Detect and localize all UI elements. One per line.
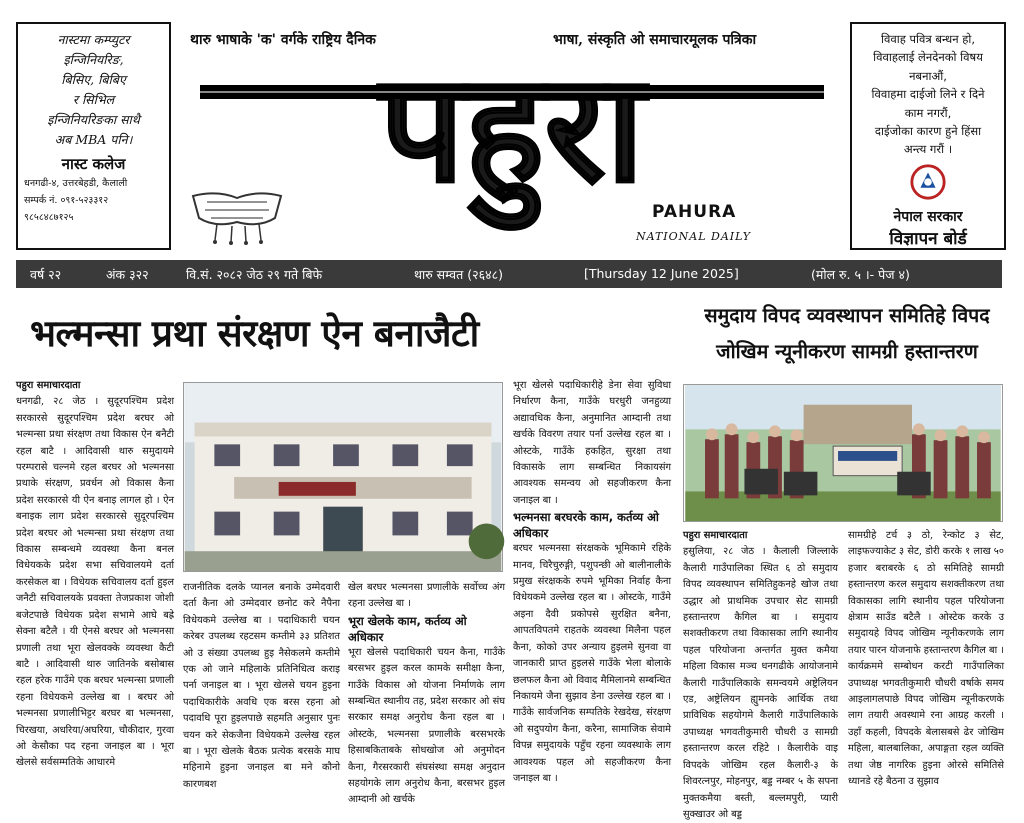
ad-line: दाईजोका कारण हुने हिंसा <box>874 123 982 138</box>
masthead-subtitle: NATIONAL DAILY <box>636 230 752 243</box>
price: (मोल रु. ५ ।- पेज ४) <box>811 267 910 282</box>
story-text: धनगढी, २८ जेठ । सुदूरपश्चिम प्रदेश सरकारसे सुदूरपश्चिम प्रदेश बरघर ओ भल्मन्सा प्रथा संरक्षण तथा विकास ऐन बनैटी रहल बाटै । आदिवासी थारु समुदायमे परम्परासे चल्नमे रहल बरघर ओ भल्मनसा प्रथाके संरक्षण, प्रवर्धन ओ विकास कैना प्रदेश सरकारसे यी ऐन बनाइ लागल हो । ऐन बनाइक लाग प्रदेश सरकारसे सुदूरपश्चिम प्रदेश बरघर ओ भल्मन्सा प्रथा संरक्षण तथा विकास सम्बन्धमे व्यवस्था कैना बनल विधेयकके प्रदेश सभा सचिवालयमे दर्ता करसेकल बा । विधेयक सचिवालय दर्ता हुइल जनैटी सचिवालयके प्रवक्ता तेजप्रकाश जोशी बजेटपाछे विधेयक प्रदेश सभामे आघे बह्रे सेक्ना बटैलै । यी ऐनसे बरघर ओ भल्मनसा प्रणाली तथा भूरा खेलवक्के व्यवस्था कैटी बाटै । आदिवासी थारु जातिनके बसोबास रहल हरेक गाउँमे एक बरघर भल्मन्सा प्रणाली रहना विधेयकमे उल्लेख बा । बरघर ओ भल्मनसा प्रणालीभिट्टर बरघर बा भल्मनसा, चिरखया, अधरिया/अघरिया, चौकीदार, गुरवा ओ केसौका पद रहना जनाइल बा । भूरा खेलसे सर्वसम्मतिके आधारमे <box>16 396 174 769</box>
ad-line: विवाहलाई लेनदेनको विषय <box>873 50 983 65</box>
college-address: धनगढी-४, उत्तरबेहडी, कैलाली <box>24 178 128 189</box>
ad-line: र सिभिल <box>72 92 115 107</box>
right-ad-box <box>850 22 1006 250</box>
ad-line: विवाह पवित्र बन्धन हो, <box>880 32 976 46</box>
masthead-title: पहुरा <box>379 42 645 216</box>
tagline-left: थारु भाषाके 'क' वर्गके राष्ट्रिय दैनिक <box>190 32 376 48</box>
story1-column-1 <box>16 378 174 802</box>
nepali-date: वि.सं. २०८२ जेठ २९ गते बिफे <box>186 267 323 282</box>
ad-line: इन्जिनियरिङका साथै <box>47 112 140 127</box>
tharu-motif-icon <box>187 188 287 246</box>
story1-column-4 <box>513 378 671 802</box>
government-building-photo <box>183 382 503 572</box>
ad-line: नास्टमा कम्प्युटर <box>57 32 130 47</box>
story-text: भूरा खेलसे पदाधिकारीहे डेना सेवा सुविधा निर्धारण कैना, गाउँके घरधुरी जनहुव्या अद्यावधिक कैना, अनुमानित आम्दानी तथा खर्चके विवरण तयार पर्ना उल्लेख रहल बा । ओस्टके, गाउँके हकहित, सुरक्षा तथा विकासके लाग सम्बन्धित निकायसंग आवश्यक समन्वय ओ सहजीकरण कैना जनाइल बा । <box>513 380 671 506</box>
board-name: विज्ञापन बोर्ड <box>889 228 967 249</box>
ad-line: अब MBA पनि। <box>54 132 133 147</box>
issue-number: अंक ३२२ <box>106 267 149 282</box>
ad-line: इन्जिनियरिङ, <box>63 52 124 67</box>
story-text: बरघर भल्मनसा संरक्षकके भूमिकामे रहिके मानव, चिरैचुरुङ्गी, पशुपन्छी ओ बालीनालीके प्रमुख संरक्षकके रुपमे भूमिका निर्वाह कैना विधेयकमे उल्लेख रहल बा । ओस्टके, गाउँमे अइना दैवी प्रकोपसे सुरक्षित बनैना, आपतविपतमे राहतके व्यवस्था मिलैना पहल कैना, कोको उपर अन्याय हुइलमे सुनवा वा जानकारी प्राप्त हुइलसे गाउँके भेला बोलाके छलफल कैना ओ विवाद मैमिलानमे सम्बन्धित निकायमे जैना सुझाव डेना उल्लेख रहल बा । गाउँके सार्वजनिक सम्पतिके रेखदेख, संरक्षण ओ सदुपयोग कैना, करैना, सामाजिक सेवामे विपन्न समुदायके पहुँच रहना व्यवस्थाके लाग आवश्यक पहल ओ सहजीकरण कैना जनाइल बा । <box>513 543 671 784</box>
main-headline: भल्मन्सा प्रथा संरक्षण ऐन बनाजैटी <box>30 312 479 355</box>
left-ad-box <box>16 22 171 250</box>
story1-column-3 <box>348 580 505 806</box>
story1-column-2 <box>183 580 340 802</box>
story2-column-2 <box>848 528 1004 802</box>
material-handover-photo <box>683 384 1003 522</box>
ad-line: विवाहमा दाईजो लिने र दिने <box>871 87 985 102</box>
second-headline-line-1: समुदाय विपद व्यवस्थापन समितिहे विपद <box>704 304 990 327</box>
college-phone: सम्पर्क नं. ०९१-५२३३१२ <box>24 194 109 206</box>
college-mobile: ९८५८४८७१२५ <box>24 211 74 223</box>
story-text: भूरा खेलसे पदाधिकारी चयन कैना, गाउँके बरसभर हुइल करल कामके समीक्षा कैना, गाउँके विकास ओ योजना निर्माणके लाग सम्बन्धित स्थानीय तह, प्रदेश सरकार ओ संघ सरकार समक्ष अनुरोध कैना रहल बा । ओस्टके, भल्मनसा प्रणालीके बरसभरके हिसाबकिताबके सोधखोज ओ अनुमोदन कैना, गैरसरकारी संघसंस्था समक्ष अनुदान सहयोगके लाग अनुरोध कैना, बरसभर हुइल आम्दानी ओ खर्चके <box>348 646 505 806</box>
second-headline <box>688 298 1006 370</box>
college-name: नास्ट कलेज <box>61 155 126 173</box>
second-headline-line-2: जोखिम न्यूनीकरण सामग्री हस्तान्तरण <box>716 340 978 363</box>
english-date: [Thursday 12 June 2025] <box>584 266 739 281</box>
ad-line: अन्त्य गरौं । <box>903 142 953 157</box>
byline: पहुरा समाचारदाता <box>16 380 81 391</box>
dateline-bar <box>16 260 1002 288</box>
tharu-year: थारु सम्वत (२६४८) <box>414 267 503 282</box>
byline: पहुरा समाचारदाता <box>683 530 748 541</box>
story-text: सामग्रीहे टर्च ३ ठो, रेन्कोट ३ सेट, लाइफज्याकेट ३ सेट, डोरी करके १ लाख ५० हजार बराबरके ६ ठो समितिहे सामग्री हस्तान्तरण करल समुदाय सशक्तीकरण तथा विकासका लागि स्थानीय पहल परियोजना क्षेत्राम साउँड बटैलै । ओस्टेक करके उ समुदायहे विपद जोखिम न्यूनीकरणके लाग तयार पारन योजनाफे हस्तान्तरण कैगिल बा । कार्यक्रममे सम्बोधन करटी गाउँपालिका उपाध्यक्ष भगवतीकुमारी चौधरी वर्षाके समय आइलागलपाछे विपद जोखिम न्यूनीकरणके लाग तयारी अवस्थामे रना आग्रह करली । उहाँ कहली, विपदके बेलासबसे ढेर जोखिम महिला, बालबालिका, अपाङ्गता रहल व्यक्ति तथा जेष्ठ नागरिक हुइना ओरसे समितिसे ध्यानडे रहे बैठना उ सुझाव <box>848 530 1004 788</box>
ad-line: नबनाऔं, <box>909 68 947 83</box>
ad-line: काम नगरौं, <box>904 105 952 120</box>
masthead-roman: PAHURA <box>652 202 737 222</box>
story2-column-1 <box>683 528 838 820</box>
story-text: राजनीतिक दलके प्यानल बनाके उम्मेदवारी दर्ता कैना ओ उम्मेदवार छनोट करे नैपैना विधेयकमे उल्लेख बा । पदाधिकारी चयन करेबर उपलब्ध रहटसम कम्तीमे ३३ प्रतिशत ओ उ संख्या उपलब्ध हुइ नैसेकलमे कम्तीमे एक ओ जाने महिलाके प्रतिनिधित्व कराइ पर्ना जनाइल बा । भूरा खेलसे चयन हुइना पदाधिकारीके अवधि एक बरस रहना ओ पदावधि पूरा हुइलपाछे सहमति अनुसार पुनः चयन करे सेकजैना विधेयकमे उल्लेख रहल बा । भूरा खेलके बैठक प्रत्येक बरसके माघ महिनामे हुइना जनाइल बा मने कौनो कारणबश <box>183 582 340 790</box>
tagline-right: भाषा, संस्कृति ओ समाचारमूलक पत्रिका <box>553 32 757 48</box>
story-text: हसुलिया, २८ जेठ । कैलाली जिल्लाके कैलारी गाउँपालिका स्थित ६ ठो समुदाय विपद व्यवस्थापन समितिहुकनहे खोज तथा उद्धार ओ प्राथमिक उपचार सेट सामग्री हस्तान्तरण कैगिल बा । समुदाय सशक्तीकरण तथा विकासका लागि स्थानीय पहल परियोजना अन्तर्गत मुक्त कमैया महिला विकास मञ्च धनगढीके आयोजनामे कैलारी गाउँपालिकाके समन्वयमे अष्ट्रेलियन एड, अष्ट्रेलियन ह्युमनके आर्थिक तथा प्राविधिक सहयोगमे कैलारी गाउँपालिकाके उपाध्यक्ष भगवतीकुमारी चौधरी उ सामग्री हस्तान्तरण करल रहिटे । कैलारीके वाइ विपदके जोखिम रहल कैलारी-३ के शिवरत्नपुर, मोहनपुर, बड्ड नम्बर ५ के सपना मुक्तकमैया बस्ती, बल्लमपुरी, प्यारी सुक्खाउर ओ बड्ड <box>683 546 838 820</box>
story-text: खेल बरघर भल्मनसा प्रणालीके सर्वोच्च अंग रहना उल्लेख बा । <box>348 582 505 610</box>
subheading: भूरा खेलके काम, कर्तव्य ओ अधिकार <box>348 613 467 644</box>
ad-line: बिसिए, बिबिए <box>61 72 126 87</box>
gov-name: नेपाल सरकार <box>893 208 963 225</box>
subheading: भल्मनसा बरघरके काम, कर्तव्य ओ अधिकार <box>513 510 659 541</box>
nepal-emblem-icon <box>909 163 947 201</box>
volume: वर्ष २२ <box>30 267 62 282</box>
